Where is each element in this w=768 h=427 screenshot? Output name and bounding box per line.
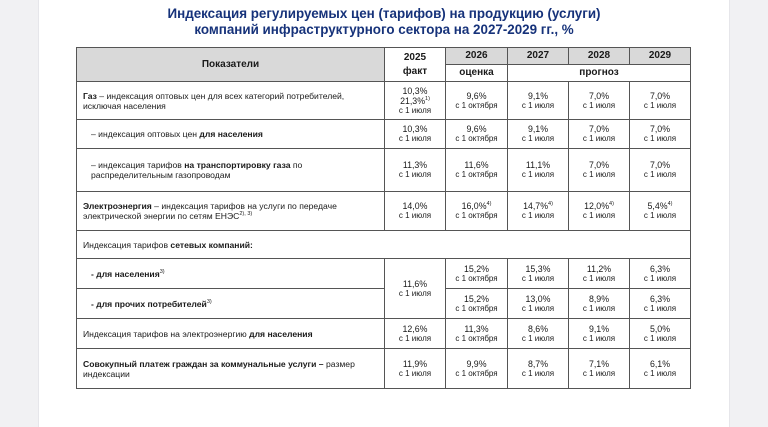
row-label: Совокупный платеж граждан за коммунальные услуги – размер индексации xyxy=(77,349,385,389)
cell-2028: 9,1% с 1 июля xyxy=(569,319,630,349)
cell-2028: 7,0% с 1 июля xyxy=(569,149,630,192)
cell-2027: 11,1% с 1 июля xyxy=(508,149,569,192)
cell-2029: 7,0% с 1 июля xyxy=(630,149,691,192)
header-2029: 2029 xyxy=(630,48,691,65)
cell-2027: 14,7%$^{4)}$ с 1 июля xyxy=(508,192,569,231)
table-row-grid-other xyxy=(77,289,691,319)
cell-2029: 6,3% с 1 июля xyxy=(630,289,691,319)
table-row-grid-population xyxy=(77,259,691,289)
cell-2026: 16,0%$^{4)}$ с 1 октября xyxy=(446,192,508,231)
header-forecast: прогноз xyxy=(508,65,691,82)
cell-2027: 13,0% с 1 июля xyxy=(508,289,569,319)
cell-2027: 9,1% с 1 июля xyxy=(508,82,569,120)
cell-2028: 7,0% с 1 июля xyxy=(569,82,630,120)
cell-2029: 6,3% с 1 июля xyxy=(630,259,691,289)
cell-2027: 15,3% с 1 июля xyxy=(508,259,569,289)
table-row-electricity xyxy=(77,192,691,231)
row-label: – индексация оптовых цен для населения xyxy=(77,120,385,149)
title-line-2: компаний инфраструктурного сектора на 2027-2029 гг., % xyxy=(194,22,574,37)
cell-2026: 11,6% с 1 октября xyxy=(446,149,508,192)
table-row-utilities xyxy=(77,349,691,389)
table-row-gas-population xyxy=(77,120,691,149)
table-row-electricity-population xyxy=(77,319,691,349)
row-label: Электроэнергия – индексация тарифов на услуги по передаче электрической энергии по сетям $ЕНЭС^{2), 3)}$ xyxy=(77,192,385,231)
table-row-gas-transport xyxy=(77,149,691,192)
cell-2028: 12,0%$^{4)}$ с 1 июля xyxy=(569,192,630,231)
cell-2027: 8,7% с 1 июля xyxy=(508,349,569,389)
cell-2029: 7,0% с 1 июля xyxy=(630,120,691,149)
cell-2028: 11,2% с 1 июля xyxy=(569,259,630,289)
row-label: – индексация тарифов на транспортировку газа по распределительным газопроводам xyxy=(77,149,385,192)
cell-2025: 11,3% с 1 июля xyxy=(385,149,446,192)
title-line-1: Индексация регулируемых цен (тарифов) на продукцию (услуги) xyxy=(167,6,601,21)
cell-2029: 5,4%$^{4)}$ с 1 июля xyxy=(630,192,691,231)
cell-2029: 6,1% с 1 июля xyxy=(630,349,691,389)
cell-2025: 14,0% с 1 июля xyxy=(385,192,446,231)
header-row-1 xyxy=(77,48,691,65)
cell-2026: 11,3% с 1 октября xyxy=(446,319,508,349)
cell-2026: 15,2% с 1 октября xyxy=(446,289,508,319)
row-label: Газ – индексация оптовых цен для всех категорий потребителей, исключая населения xyxy=(77,82,385,120)
cell-2028: 7,1% с 1 июля xyxy=(569,349,630,389)
tariff-table xyxy=(76,47,691,389)
cell-2025: 12,6% с 1 июля xyxy=(385,319,446,349)
cell-2025: 10,3% с 1 июля xyxy=(385,120,446,149)
cell-2028: 7,0% с 1 июля xyxy=(569,120,630,149)
table-row-gas xyxy=(77,82,691,120)
left-margin xyxy=(0,0,39,427)
header-2025-sub: факт xyxy=(402,65,428,77)
section-label: Индексация тарифов сетевых компаний: xyxy=(77,231,691,259)
cell-2026: 9,6% с 1 октября xyxy=(446,82,508,120)
header-2025 xyxy=(385,48,446,82)
row-label: - для прочих потребителей$^{3)}$ xyxy=(77,289,385,319)
cell-2029: 5,0% с 1 июля xyxy=(630,319,691,349)
header-2027: 2027 xyxy=(508,48,569,65)
cell-2026: 9,9% с 1 октября xyxy=(446,349,508,389)
cell-2029: 7,0% с 1 июля xyxy=(630,82,691,120)
cell-2025: 10,3% 21,3%$^{1)}$ с 1 июля xyxy=(385,82,446,120)
cell-2027: 9,1% с 1 июля xyxy=(508,120,569,149)
cell-2027: 8,6% с 1 июля xyxy=(508,319,569,349)
cell-2025-merged: 11,6% с 1 июля xyxy=(385,259,446,319)
header-2028: 2028 xyxy=(569,48,630,65)
cell-2026: 15,2% с 1 октября xyxy=(446,259,508,289)
header-2026-sub: оценка xyxy=(446,65,508,82)
right-margin xyxy=(729,0,768,427)
header-2026: 2026 xyxy=(446,48,508,65)
cell-2028: 8,9% с 1 июля xyxy=(569,289,630,319)
document-title xyxy=(38,6,730,38)
cell-2025: 11,9% с 1 июля xyxy=(385,349,446,389)
header-2025-year: 2025 xyxy=(403,51,427,63)
header-indicators: Показатели xyxy=(77,48,385,82)
cell-2026: 9,6% с 1 октября xyxy=(446,120,508,149)
row-label: Индексация тарифов на электроэнергию для населения xyxy=(77,319,385,349)
table-row-grid-section xyxy=(77,231,691,259)
row-label: - для населения$^{3)}$ xyxy=(77,259,385,289)
